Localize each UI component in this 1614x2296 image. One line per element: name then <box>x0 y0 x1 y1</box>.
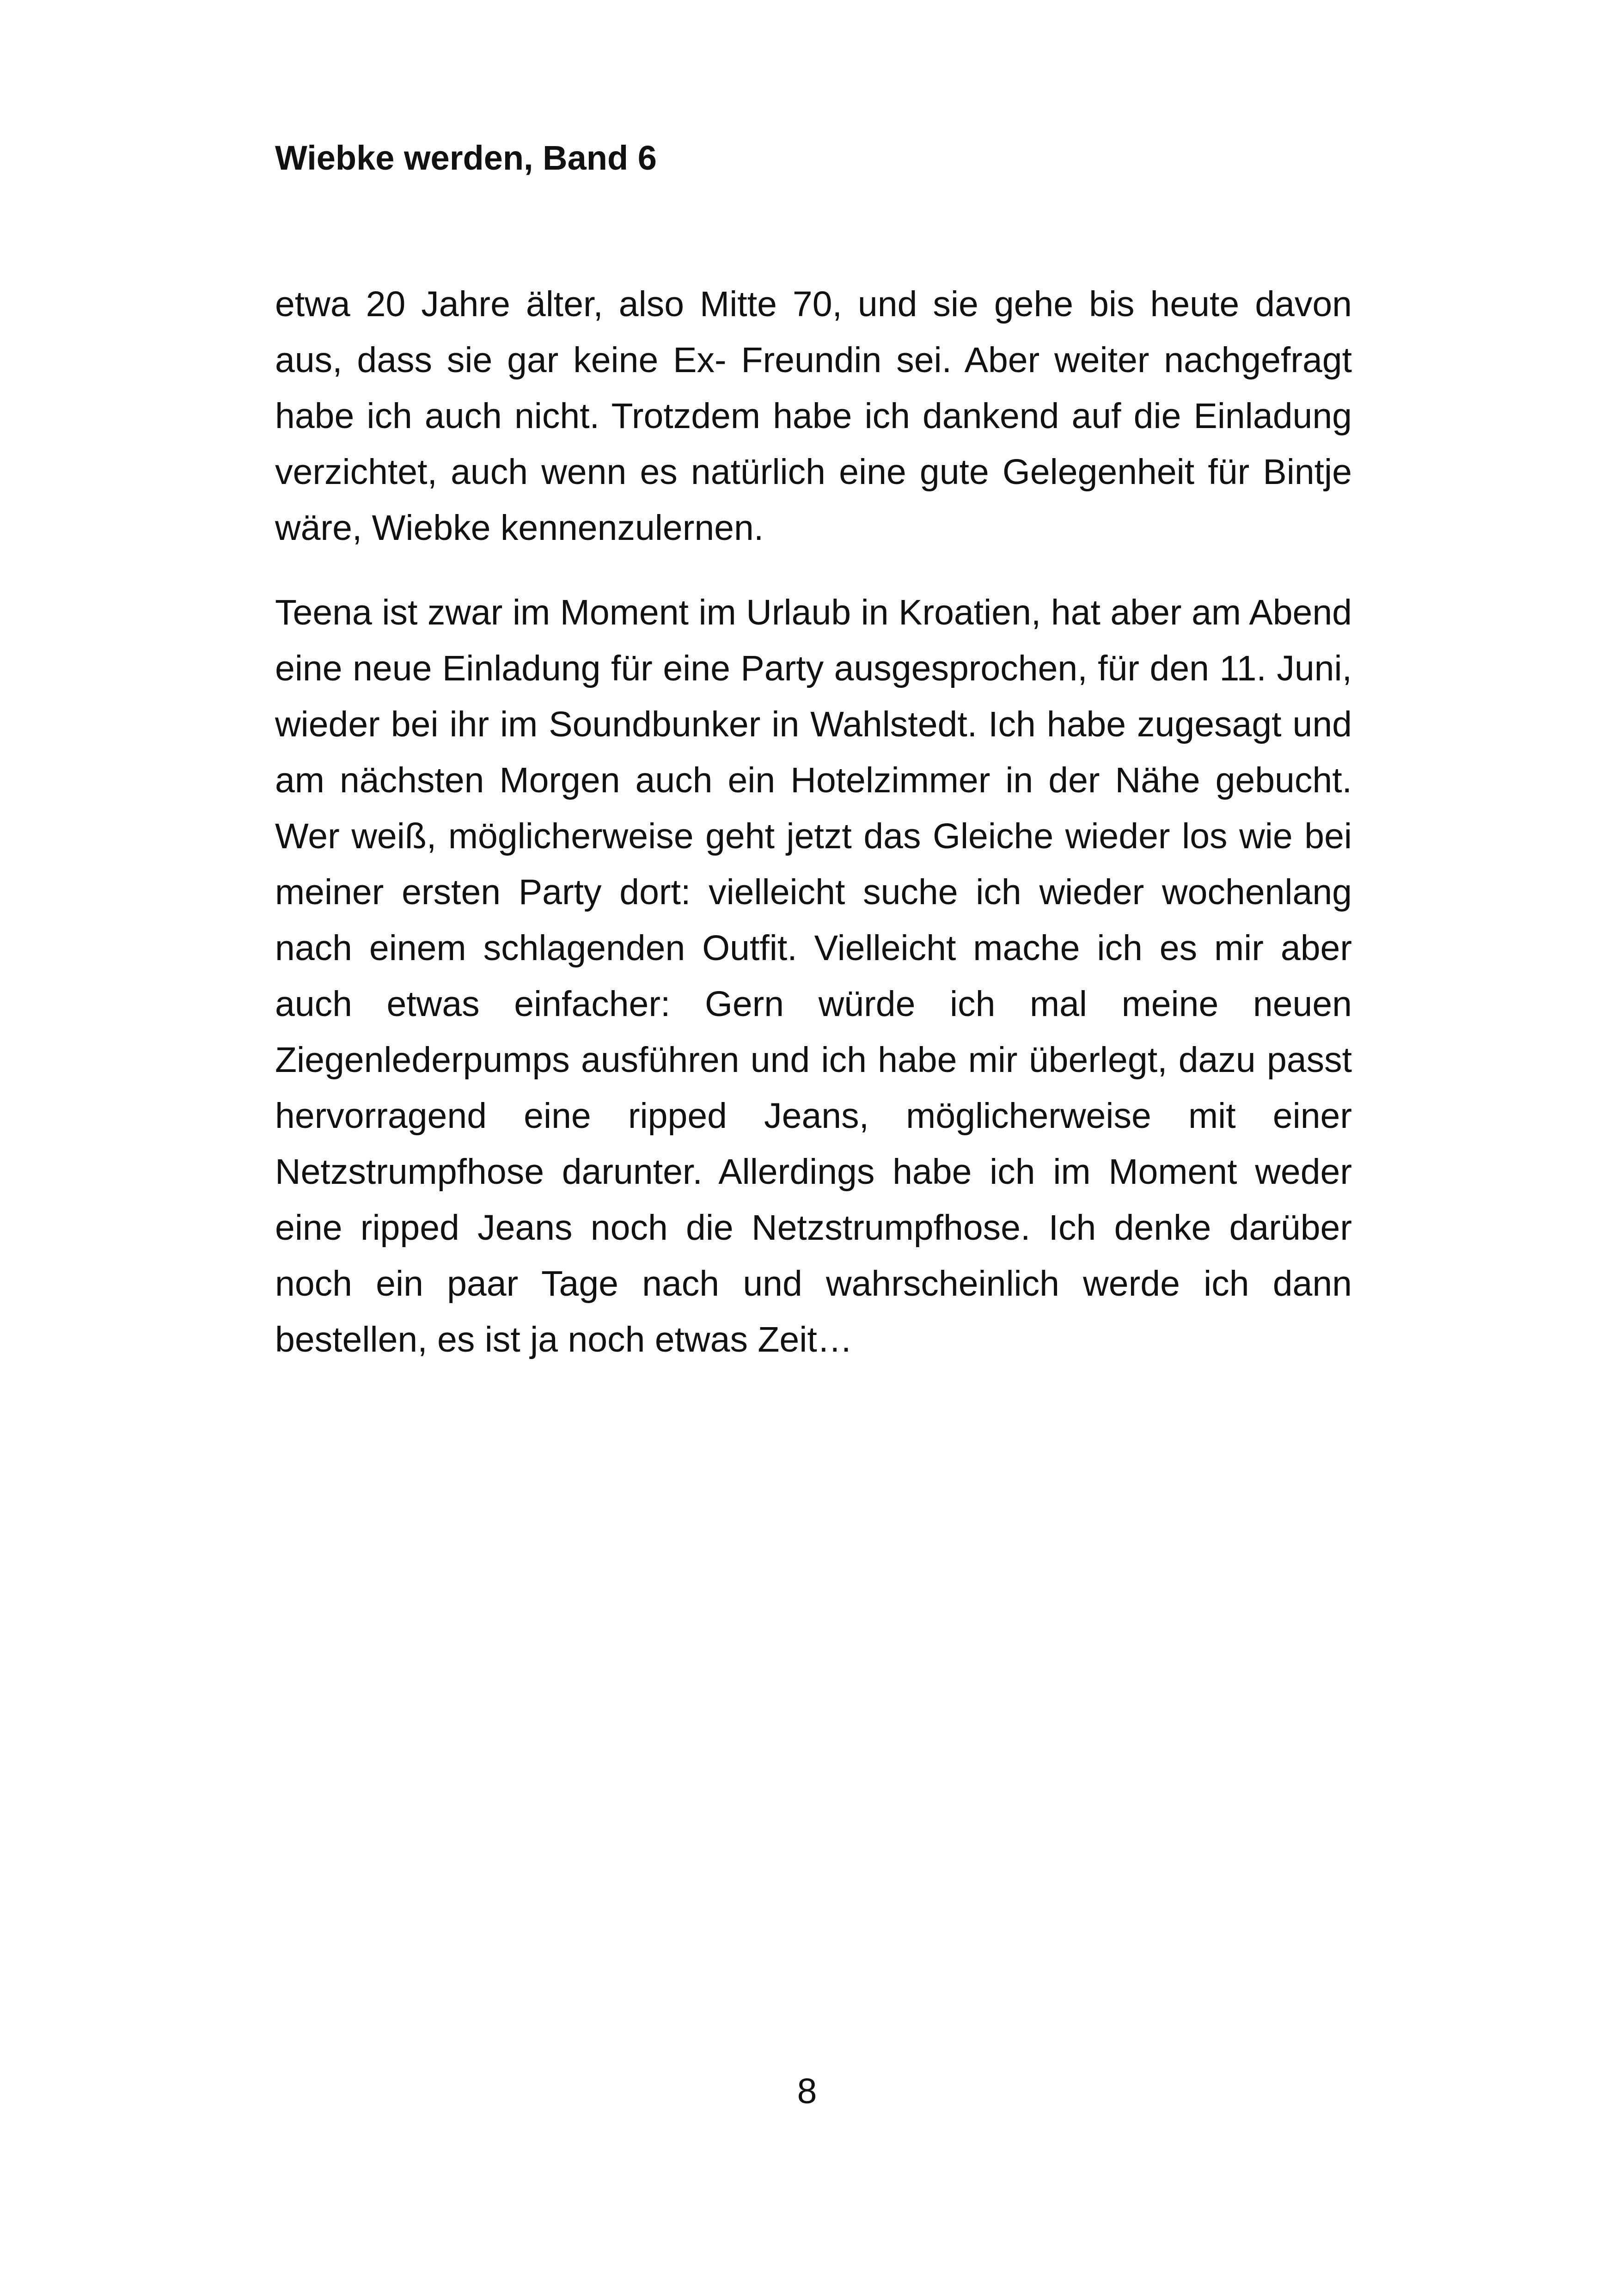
paragraph-1: etwa 20 Jahre älter, also Mitte 70, und sie gehe bis heute davon aus, dass sie gar keine Ex- Freundin sei. Aber weiter nachgefragt habe ich auch nicht. Trotzdem habe ich dankend auf die Einladung verzichtet, auch wenn es natürlich eine gute Gelegenheit für Bintje wäre, Wiebke kennenzulernen. <box>275 284 1352 548</box>
body-text <box>275 276 1352 1396</box>
paragraph-2: Teena ist zwar im Moment im Urlaub in Kroatien, hat aber am Abend eine neue Einladung für eine Party ausgesprochen, für den 11. Juni, wieder bei ihr im Soundbunker in Wahlstedt. Ich habe zugesagt und am nächsten Morgen auch ein Hotelzimmer in der Nähe gebucht. Wer weiß, möglicherweise geht jetzt das Gleiche wieder los wie bei meiner ersten Party dort: vielleicht suche ich wieder wochenlang nach einem schlagenden Outfit. Vielleicht mache ich es mir aber auch etwas einfacher: Gern würde ich mal meine neuen Ziegenlederpumps ausführen und ich habe mir überlegt, dazu passt hervorragend eine ripped Jeans, möglicherweise mit einer Netzstrumpfhose darunter. Allerdings habe ich im Moment weder eine ripped Jeans noch die Netzstrumpfhose. Ich denke darüber noch ein paar Tage nach und wahrscheinlich werde ich dann bestellen, es ist ja noch etwas Zeit… <box>275 593 1352 1359</box>
page-number: 8 <box>797 2071 817 2111</box>
running-header-title: Wiebke werden, Band 6 <box>275 139 657 177</box>
